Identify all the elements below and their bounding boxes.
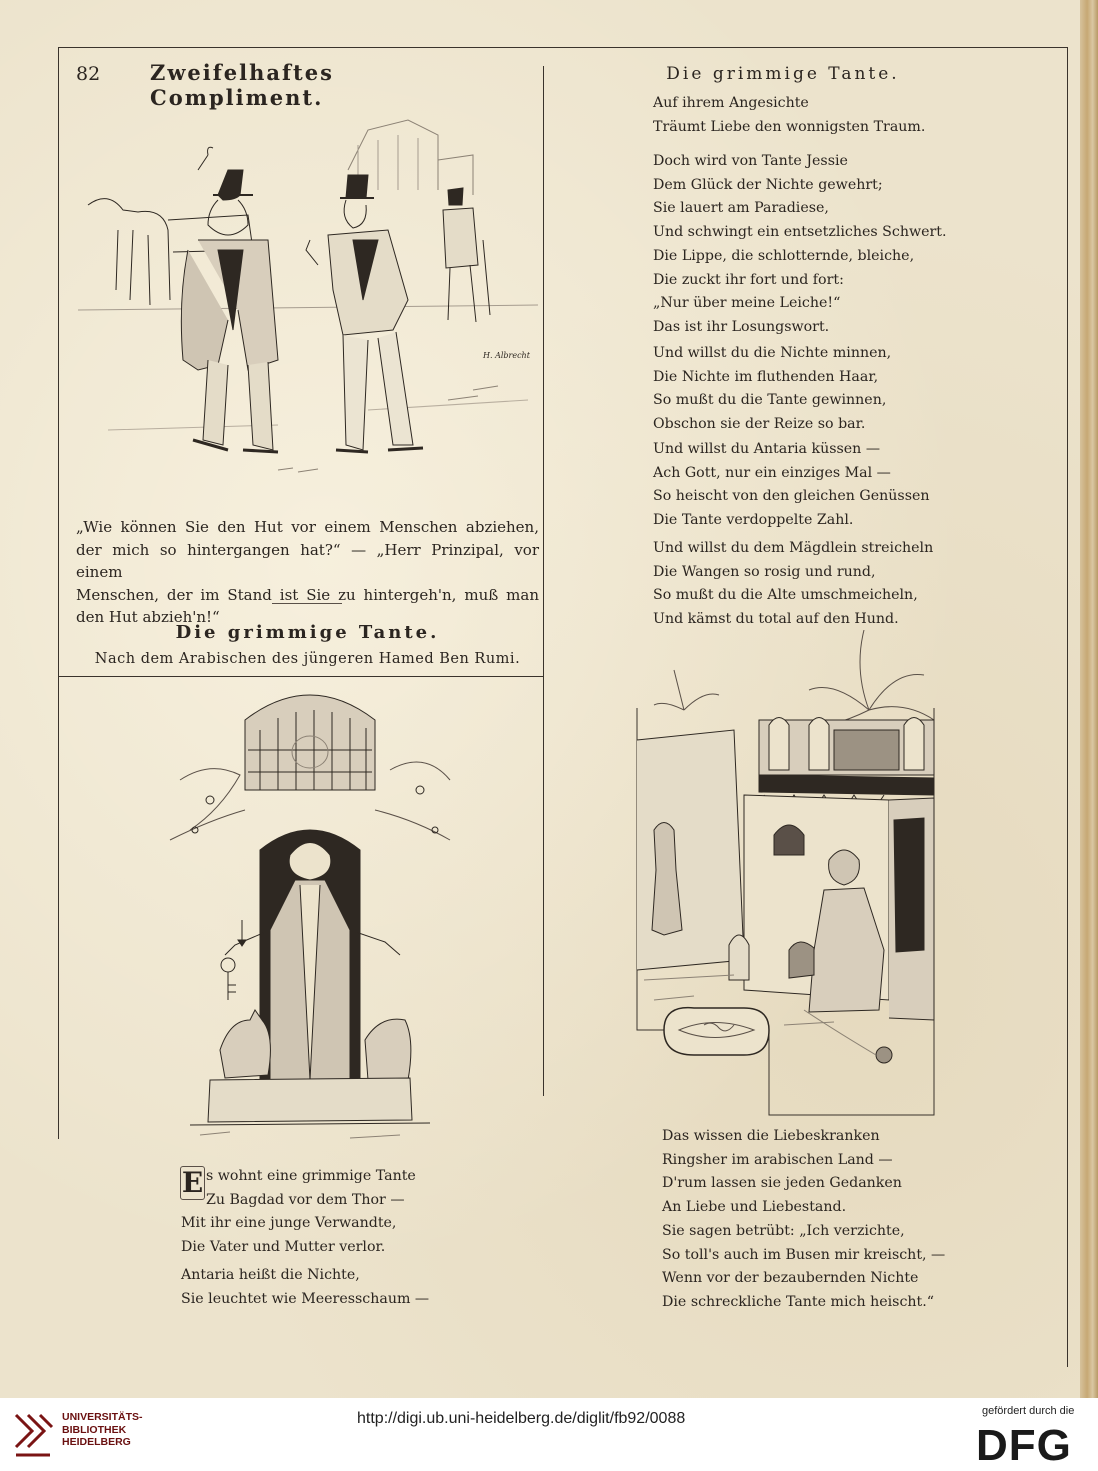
- poem-stanza: [662, 1125, 902, 1219]
- poem-stanza: [653, 92, 925, 139]
- illustration-signature: H. Albrecht: [483, 351, 530, 360]
- funding-note: gefördert durch die: [982, 1405, 1075, 1417]
- caption-line: der mich so hintergangen hat?“ — „Herr Prinzipal, vor einem: [76, 540, 539, 581]
- verse-line: Zu Bagdad vor dem Thor —: [206, 1191, 405, 1208]
- section-divider: [272, 603, 342, 604]
- verse-line: Und willst du die Nichte minnen,: [653, 345, 892, 361]
- top-frame-rule: [58, 47, 1068, 48]
- verse-line: Die Tante verdoppelte Zahl.: [653, 511, 854, 528]
- verse-line: Und kämst du total auf den Hund.: [653, 610, 899, 627]
- verse-line: So heischt von den gleichen Genüssen: [653, 488, 930, 504]
- university-library-name: [62, 1411, 143, 1449]
- poem-stanza: [653, 438, 930, 532]
- source-url-link[interactable]: http://digi.ub.uni-heidelberg.de/diglit/fb92/0088: [357, 1410, 686, 1427]
- poem-stanza: [653, 537, 933, 631]
- illustration-oriental-street: [634, 630, 940, 1118]
- library-name-line: UNIVERSITÄTS-: [62, 1411, 143, 1423]
- page-number: 82: [76, 63, 101, 85]
- verse-line: Mit ihr eine junge Verwandte,: [181, 1215, 397, 1231]
- caption-line: „Wie können Sie den Hut vor einem Menschen abziehen,: [76, 518, 539, 536]
- poem-stanza: [206, 1165, 416, 1212]
- verse-line: Sie leuchtet wie Meeresschaum —: [181, 1290, 430, 1307]
- verse-line: Die schreckliche Tante mich heischt.“: [662, 1293, 935, 1310]
- verse-line: Sie sagen betrübt: „Ich verzichte,: [662, 1223, 905, 1239]
- verse-line: Die Lippe, die schlotternde, bleiche,: [653, 248, 915, 264]
- verse-line: Und schwingt ein entsetzliches Schwert.: [653, 223, 947, 240]
- verse-line: So toll's auch im Busen mir kreischt, —: [662, 1246, 946, 1263]
- verse-line: Ringsher im arabischen Land —: [662, 1151, 893, 1168]
- right-column-title: Die grimmige Tante.: [666, 64, 900, 84]
- verse-line: „Nur über meine Leiche!“: [653, 295, 841, 311]
- verse-line: Die Nichte im fluthenden Haar,: [653, 368, 879, 385]
- dfg-logo: DFG: [976, 1421, 1072, 1470]
- library-name-line: HEIDELBERG: [62, 1436, 131, 1448]
- caption-line: Menschen, der im Stand ist Sie zu hintergeh'n, muß man: [76, 585, 539, 604]
- verse-line: Und willst du dem Mägdlein streicheln: [653, 540, 934, 556]
- verse-line: D'rum lassen sie jeden Gedanken: [662, 1175, 902, 1191]
- section-rule: [58, 676, 543, 677]
- verse-line: Ach Gott, nur ein einziges Mal —: [653, 464, 891, 481]
- illustration-aunt-gate: [150, 680, 470, 1150]
- left-frame-rule: [58, 47, 59, 1139]
- illustration-caption: [76, 516, 539, 629]
- verse-line: Obschon sie der Reize so bar.: [653, 415, 866, 432]
- verse-line: Das wissen die Liebeskranken: [662, 1128, 880, 1144]
- library-name-line: BIBLIOTHEK: [62, 1423, 127, 1436]
- verse-line: Dem Glück der Nichte gewehrt;: [653, 176, 883, 193]
- verse-line: Die Vater und Mutter verlor.: [181, 1238, 386, 1255]
- verse-line: So mußt du die Alte umschmeicheln,: [653, 587, 918, 603]
- verse-line: Und willst du Antaria küssen —: [653, 441, 881, 457]
- caption-line: den Hut abzieh'n!“: [76, 608, 220, 626]
- book-spine-edge: [1080, 0, 1098, 1398]
- poem-stanza: [181, 1212, 396, 1259]
- verse-line: s wohnt eine grimmige Tante: [206, 1168, 416, 1184]
- verse-line: Die Wangen so rosig und rund,: [653, 563, 876, 580]
- illustration-gentlemen: [78, 100, 538, 505]
- drop-cap-initial: E: [181, 1166, 204, 1199]
- verse-line: Antaria heißt die Nichte,: [181, 1267, 360, 1283]
- poem-subtitle: Nach dem Arabischen des jüngeren Hamed Ben Rumi.: [94, 651, 521, 667]
- poem-stanza: [181, 1264, 429, 1311]
- page-title: Zweifelhaftes Compliment.: [150, 60, 334, 110]
- poem-stanza: [662, 1220, 945, 1314]
- poem-title: Die grimmige Tante.: [175, 622, 440, 643]
- verse-line: Auf ihrem Angesichte: [653, 95, 809, 111]
- verse-line: Die zuckt ihr fort und fort:: [653, 271, 844, 288]
- verse-line: So mußt du die Tante gewinnen,: [653, 392, 887, 408]
- verse-line: Träumt Liebe den wonnigsten Traum.: [653, 118, 926, 135]
- poem-stanza: [653, 150, 947, 244]
- verse-line: Wenn vor der bezaubernden Nichte: [662, 1270, 919, 1286]
- verse-line: An Liebe und Liebestand.: [662, 1198, 847, 1215]
- column-divider: [543, 66, 544, 1096]
- poem-stanza: [653, 342, 891, 436]
- verse-line: Das ist ihr Losungswort.: [653, 318, 830, 335]
- right-frame-rule: [1067, 47, 1068, 1367]
- poem-stanza: [653, 245, 914, 339]
- verse-line: Doch wird von Tante Jessie: [653, 153, 848, 169]
- viewer-footer: [0, 1398, 1098, 1469]
- verse-line: Sie lauert am Paradiese,: [653, 200, 829, 216]
- university-library-logo: [12, 1407, 54, 1459]
